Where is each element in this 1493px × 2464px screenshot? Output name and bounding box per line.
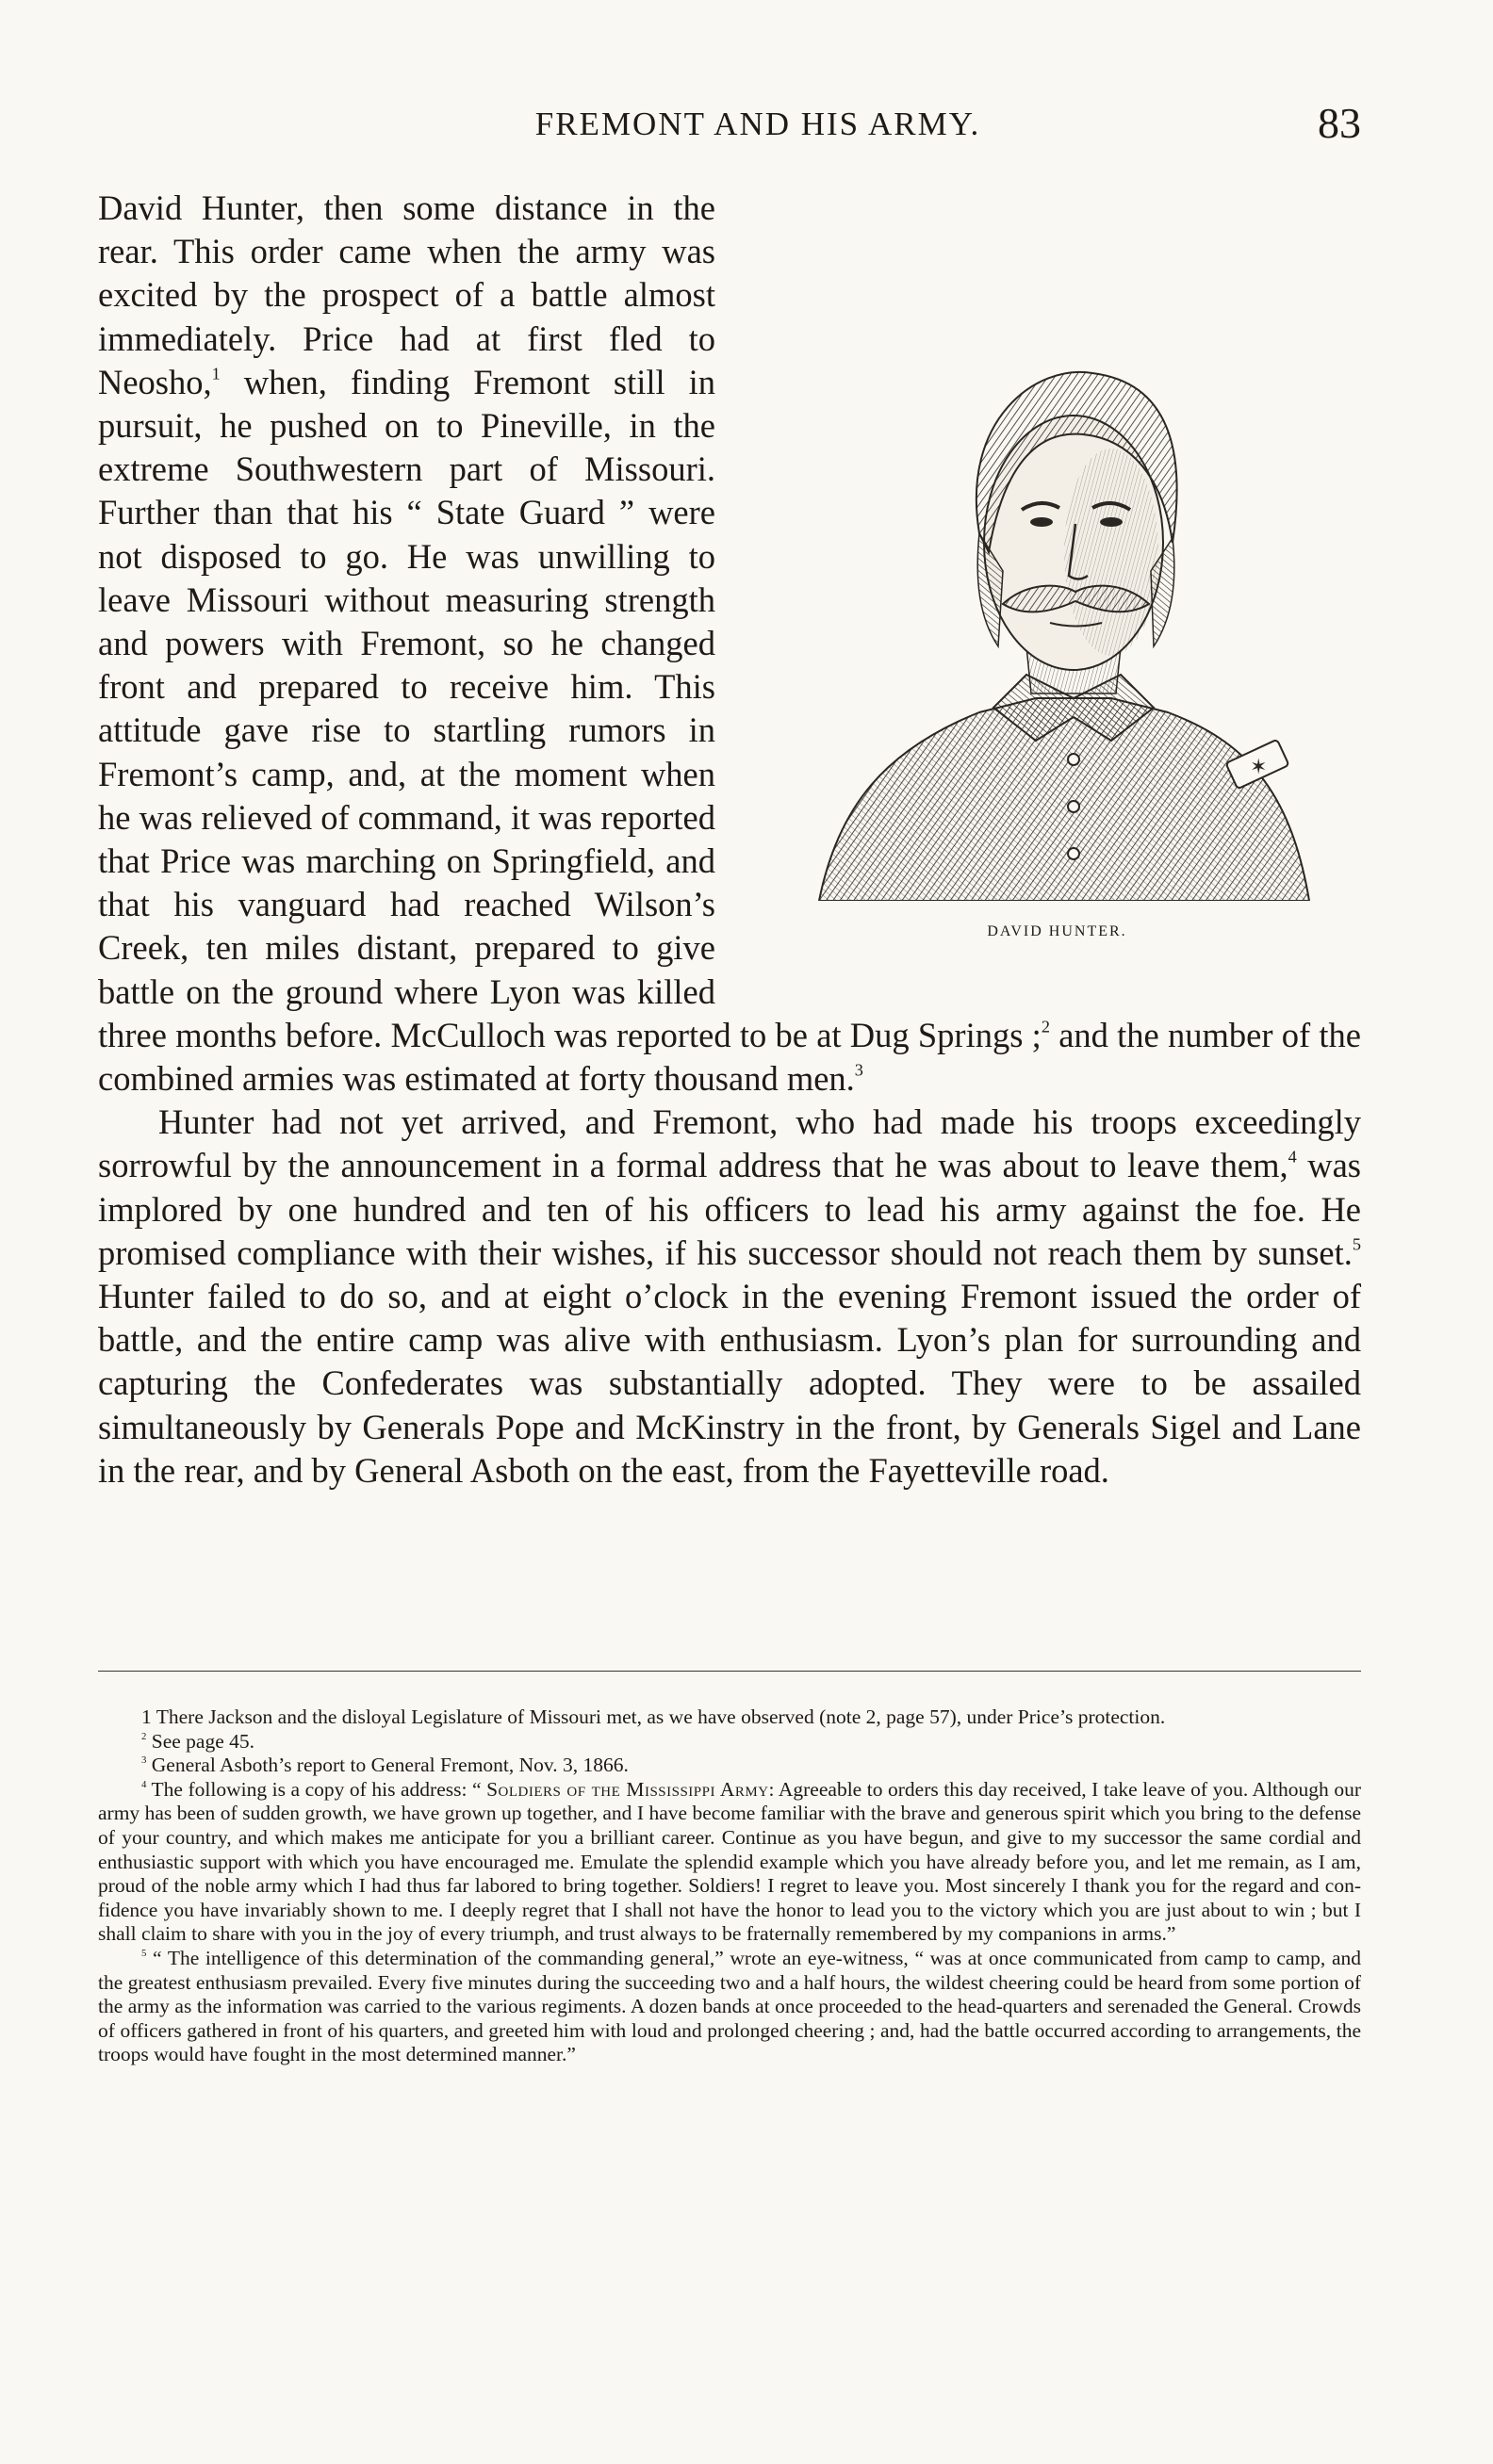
paragraph-text: David Hunter, then some distance in the rear. This order came when the army was excited by the prospect of a battle almost immediately. Price had at first fled to Neosho, [98, 188, 715, 401]
footnote-address-heading: Soldiers of the Mississippi Army [486, 1777, 769, 1801]
footnote-4 [98, 1778, 1361, 1947]
footnotes [98, 1705, 1361, 2067]
running-head [98, 98, 1361, 155]
footnote-1 [98, 1705, 1361, 1730]
footnote-ref: 4 [1288, 1147, 1297, 1167]
footnote-3 [98, 1754, 1361, 1778]
portrait-engraving [800, 335, 1328, 901]
footnote-ref: 3 [854, 1060, 863, 1080]
footnote-text: : Agreeable to orders this day received, I take leave of you. Although our army has been of sudden growth, we have grown up together, and I have become familiar with the brave and generous spirit which you bring to the defense of your country, and which makes me anticipate for you a brilliant career. Continue as you have begun, and give to my successor the same cordial and enthusiastic support with which you have encouraged me. Emulate the splendid example which you have already before you, and let me remain, as I am, proud of the noble army which I had thus far labored to bring together. Soldiers! I regret to leave you. Most sincerely I thank you for the regard and confidence you have invariably shown to me. I deeply regret that I shall not have the honor to lead you to the victory which you are just about to win ; but I shall claim to share with you in the joy of every triumph, and trust always to be fraternally remembered by my companions in arms.” [98, 1777, 1361, 1946]
footnote-text: The following is a copy of his address: “ [146, 1777, 487, 1801]
footnote-ref: 1 [211, 364, 221, 383]
portrait-figure [744, 187, 1361, 997]
footnote-text: “ The intelligence of this determination of the commanding general,” wrote an eye-witness, “ was at once communicated from camp to camp, and the greatest enthusiasm prevailed. Every five minutes during the succeeding two and a half hours, the wildest cheering could be heard from some portion of the army as the information was carried to the various regiments. A dozen bands at once proceeded to the head-quarters and serenaded the General. Crowds of officers gathered in front of his quarters, and greeted him with loud and prolonged cheering ; and, had the battle occurred according to arrangements, the troops would have fought in the most determined manner.” [98, 1946, 1361, 2066]
figure-caption: DAVID HUNTER. [987, 923, 1127, 939]
paragraph-text: Hunter had not yet arrived, and Fremont, who had made his troops exceedingly sorrowful by the announcement in a formal address that he was about to leave them, [98, 1102, 1361, 1185]
body-text [98, 187, 1361, 1493]
portrait-illustration [800, 335, 1328, 901]
footnote-text: General Asboth’s report to General Fremont, Nov. 3, 1866. [146, 1754, 629, 1777]
footnote-mark: 1 [141, 1705, 152, 1728]
running-title: FREMONT AND HIS ARMY. [534, 106, 981, 142]
footnote-text: There Jackson and the disloyal Legislature of Missouri met, as we have observed (note 2, page 57), under Price’s protection. [151, 1705, 1166, 1728]
paragraph-text: and the number of the combined armies was estimated at forty thousand men. [98, 1015, 1361, 1099]
footnote-5 [98, 1947, 1361, 2067]
paragraph-text: was implored by one hundred and ten of his officers to lead his army against the foe. He promised compliance with their wishes, if his successor should not reach them by sunset. [98, 1146, 1361, 1272]
footnote-mark: 3 [141, 1754, 147, 1767]
footnote-mark: 4 [141, 1778, 147, 1790]
paragraph-text: Hunter failed to do so, and at eight o’clock in the evening Fremont issued the order of battle, and the entire camp was alive with enthusiasm. Lyon’s plan for surrounding and capturing the Confederates was substantially adopted. They were to be assailed simultaneously by Generals Pope and McKinstry in the front, by Generals Sigel and Lane in the rear, and by General Asboth on the east, from the Fayetteville road. [98, 1277, 1361, 1490]
paragraph-2 [98, 1101, 1361, 1493]
page-number: 83 [1318, 99, 1361, 147]
footnote-mark: 5 [141, 1947, 147, 1959]
footnote-ref: 5 [1352, 1234, 1361, 1254]
footnote-mark: 2 [141, 1730, 147, 1742]
footnote-2 [98, 1730, 1361, 1754]
footnote-text: See page 45. [146, 1729, 255, 1753]
footnote-divider [98, 1671, 1361, 1672]
paragraph-text: when, finding Fremont still in pursuit, he pushed on to Pineville, in the extreme Southwestern part of Missouri. Further than that his “ State Guard ” were not disposed to go. He was unwilling to leave Missouri without measuring strength and powers with Fremont, so he changed front and prepared to receive him. This attitude gave rise to startling rumors in Fremont’s camp, and, at the moment when he was relieved of command, it was reported that Price was marching on Springfield, and that his vanguard had reached Wilson’s Creek, ten miles distant, prepared to give battle on the ground where Lyon was killed three months before. McCulloch was reported to be at Dug Springs ; [98, 362, 1042, 1054]
footnote-ref: 2 [1041, 1017, 1050, 1036]
svg-text:✶: ✶ [1250, 756, 1268, 779]
